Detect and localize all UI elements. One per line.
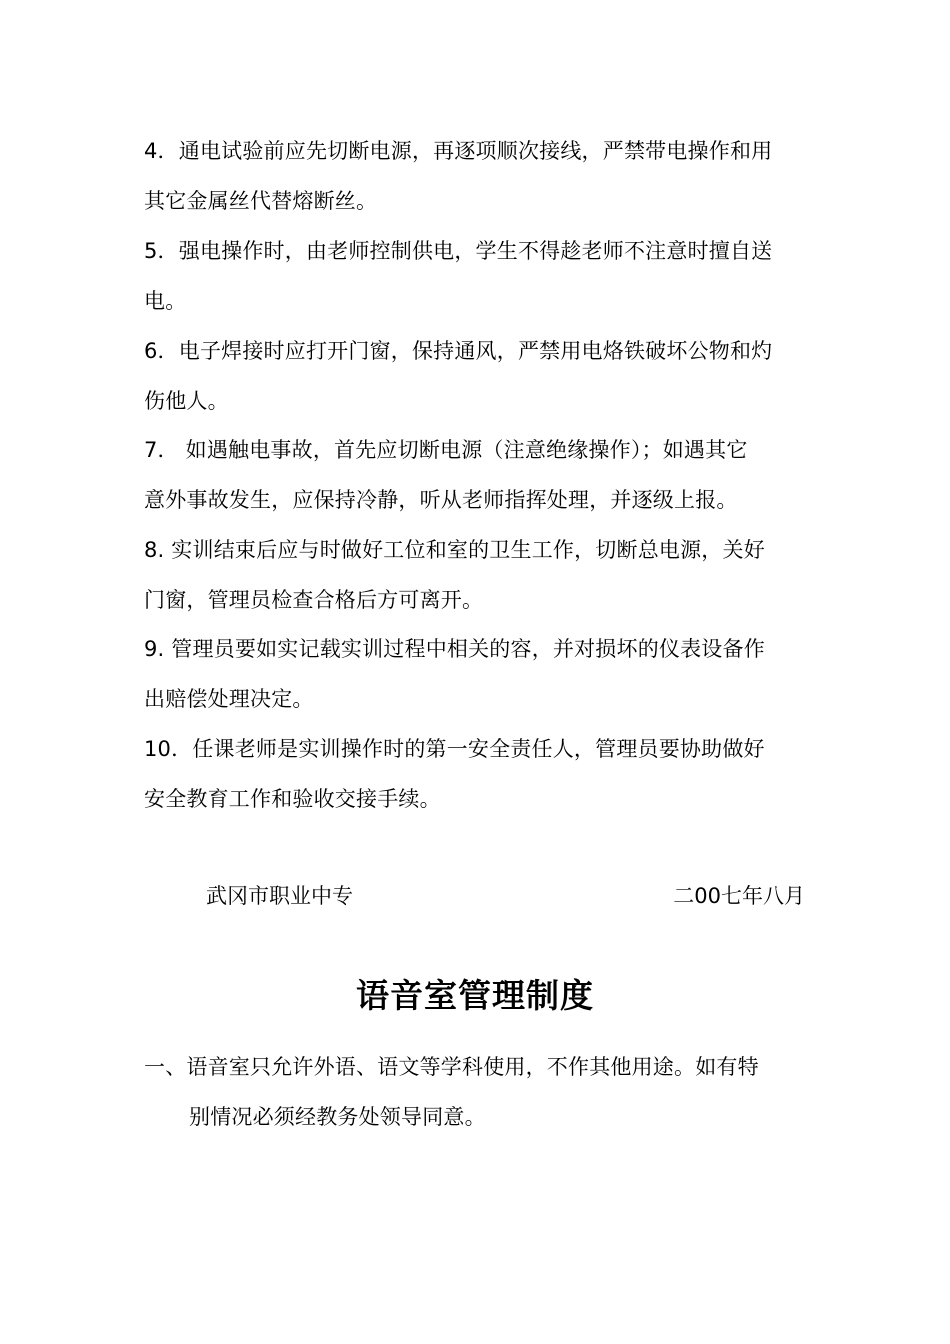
rule-6-line-1: 6．电子焊接时应打开门窗，保持通风，严禁用电烙铁破坏公物和灼 (144, 339, 773, 363)
rule-10-line-1: 10．任课老师是实训操作时的第一安全责任人，管理员要协助做好 (144, 737, 765, 761)
rule-9-line-1: 9. 管理员要如实记载实训过程中相关的容，并对损坏的仪表设备作 (144, 637, 765, 661)
rule-5-line-1: 5．强电操作时，由老师控制供电，学生不得趁老师不注意时擅自送 (144, 239, 773, 263)
rule-7-line-2: 意外事故发生，应保持冷静，听从老师指挥处理，并逐级上报。 (144, 488, 738, 512)
signature-organization: 武冈市职业中专 (206, 884, 353, 908)
rule-5-line-2: 电。 (144, 289, 187, 313)
rule-8-line-2: 门窗，管理员检查合格后方可离开。 (144, 588, 484, 612)
rule-7-line-1: 7． 如遇触电事故，首先应切断电源（注意绝缘操作）；如遇其它 (144, 438, 748, 462)
signature-date: 二00七年八月 (673, 884, 805, 908)
section-title: 语音室管理制度 (356, 976, 594, 1015)
rule-8-line-1: 8. 实训结束后应与时做好工位和室的卫生工作，切断总电源，关好 (144, 538, 765, 562)
rule-6-line-2: 伤他人。 (144, 389, 229, 413)
rule-4-line-1: 4．通电试验前应先切断电源，再逐项顺次接线，严禁带电操作和用 (144, 139, 773, 163)
rule-10-line-2: 安全教育工作和验收交接手续。 (144, 787, 441, 811)
section-item-1-line-2: 别情况必须经教务处领导同意。 (189, 1105, 486, 1129)
section-item-1-line-1: 一、语音室只允许外语、语文等学科使用，不作其他用途。如有特 (144, 1055, 759, 1079)
rule-4-line-2: 其它金属丝代替熔断丝。 (144, 189, 378, 213)
rule-9-line-2: 出赔偿处理决定。 (144, 687, 314, 711)
